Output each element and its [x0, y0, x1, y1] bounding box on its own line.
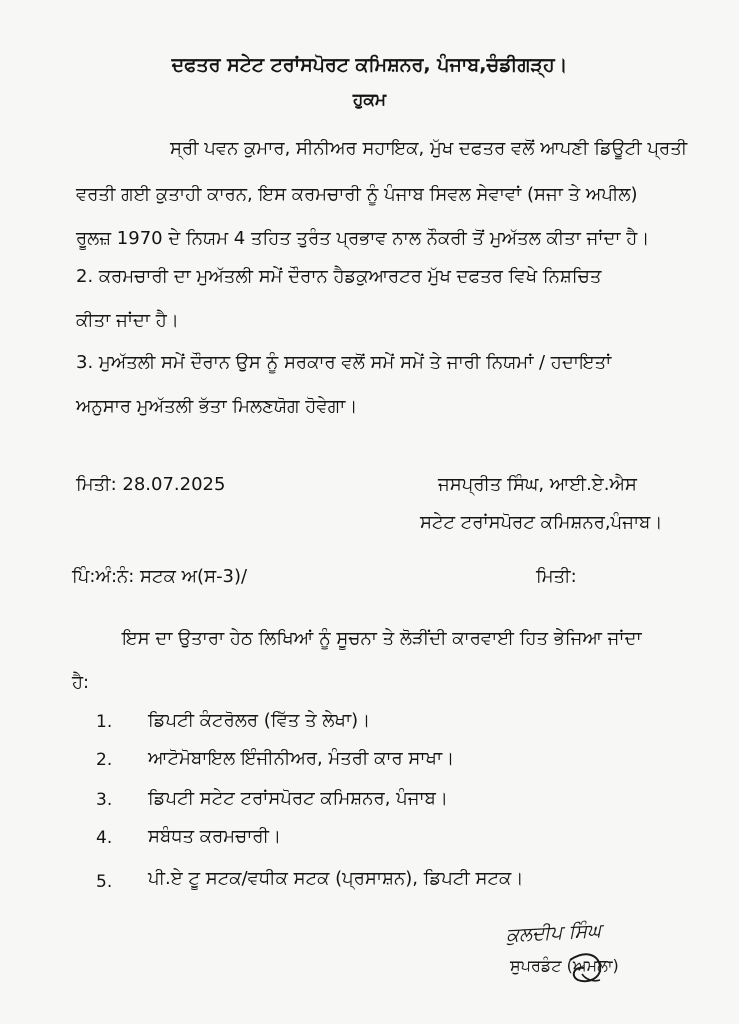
recipient-text: ਡਿਪਟੀ ਸਟੇਟ ਟਰਾਂਸਪੋਰਟ ਕਮਿਸ਼ਨਰ, ਪੰਜਾਬ। — [148, 788, 449, 809]
para3-line1: 3. ਮੁਅੱਤਲੀ ਸਮੇਂ ਦੌਰਾਨ ਉਸ ਨੂੰ ਸਰਕਾਰ ਵਲੋਂ ਸਮੇਂ ਸਮੇਂ ਤੇ ਜਾਰੀ ਨਿਯਮਾਂ / ਹਦਾਇਤਾਂ — [76, 352, 612, 373]
recipient-number: 4. — [96, 828, 113, 848]
para2-line1: 2. ਕਰਮਚਾਰੀ ਦਾ ਮੁਅੱਤਲੀ ਸਮੇਂ ਦੌਰਾਨ ਹੈਡਕੁਆਰਟਰ ਮੁੱਖ ਦਫਤਰ ਵਿਖੇ ਨਿਸ਼ਚਿਤ — [76, 266, 602, 287]
order-date: ਮਿਤੀ: 28.07.2025 — [76, 474, 226, 495]
recipient-text: ਡਿਪਟੀ ਕੰਟਰੋਲਰ (ਵਿੱਤ ਤੇ ਲੇਖਾ)। — [148, 710, 371, 731]
officer-designation: ਸਟੇਟ ਟਰਾਂਸਪੋਰਟ ਕਮਿਸ਼ਨਰ,ਪੰਜਾਬ। — [420, 512, 663, 533]
recipient-number: 1. — [96, 712, 113, 732]
recipient-text: ਪੀ.ਏ ਟੂ ਸਟਕ/ਵਧੀਕ ਸਟਕ (ਪ੍ਰਸਾਸ਼ਨ), ਡਿਪਟੀ ਸਟਕ। — [148, 868, 524, 889]
recipient-text: ਆਟੋਮੋਬਾਇਲ ਇੰਜੀਨੀਅਰ, ਮੰਤਰੀ ਕਾਰ ਸਾਖਾ। — [148, 748, 455, 769]
recipient-number: 2. — [96, 750, 113, 770]
para1-line1: ਸ੍ਰੀ ਪਵਨ ਕੁਮਾਰ, ਸੀਨੀਅਰ ਸਹਾਇਕ, ਮੁੱਖ ਦਫਤਰ ਵਲੋਂ ਆਪਣੀ ਡਿਊਟੀ ਪ੍ਰਤੀ — [170, 138, 688, 159]
recipient-number: 3. — [96, 790, 113, 810]
recipient-text: ਸਬੰਧਤ ਕਰਮਚਾਰੀ। — [148, 826, 282, 847]
para2-line2: ਕੀਤਾ ਜਾਂਦਾ ਹੈ। — [76, 310, 179, 331]
para3-line2: ਅਨੁਸਾਰ ਮੁਅੱਤਲੀ ਭੱਤਾ ਮਿਲਣਯੋਗ ਹੋਵੇਗਾ। — [76, 396, 358, 417]
endorsement-intro-line2: ਹੈ: — [72, 672, 90, 693]
office-title: ਦਫਤਰ ਸਟੇਟ ਟਰਾਂਸਪੋਰਟ ਕਮਿਸ਼ਨਰ, ਪੰਜਾਬ,ਚੰਡੀਗੜ੍ਹ। — [171, 54, 568, 76]
endorsement-date-label: ਮਿਤੀ: — [536, 566, 577, 587]
recipient-number: 5. — [96, 872, 113, 892]
superintendent-signature: ਕੁਲਦੀਪ ਸਿੰਘ — [505, 919, 602, 947]
endorsement-reference: ਪਿੰ:ਅੰ:ਨੰ: ਸਟਕ ਅ(ਸ-3)/ — [72, 566, 248, 587]
officer-name: ਜਸਪ੍ਰੀਤ ਸਿੰਘ, ਆਈ.ਏ.ਐਸ — [438, 474, 637, 495]
para1-line2: ਵਰਤੀ ਗਈ ਕੁਤਾਹੀ ਕਾਰਨ, ਇਸ ਕਰਮਚਾਰੀ ਨੂੰ ਪੰਜਾਬ ਸਿਵਲ ਸੇਵਾਵਾਂ (ਸਜਾ ਤੇ ਅਪੀਲ) — [76, 184, 638, 205]
endorsement-intro-line1: ਇਸ ਦਾ ਉਤਾਰਾ ਹੇਠ ਲਿਖਿਆਂ ਨੂੰ ਸੂਚਨਾ ਤੇ ਲੋੜੀਂਦੀ ਕਾਰਵਾਈ ਹਿਤ ਭੇਜਿਆ ਜਾਂਦਾ — [122, 628, 642, 649]
signature-flourish — [560, 940, 620, 990]
superintendent-designation: ਸੁਪਰਡੰਟ (ਅਮਲਾ) — [510, 956, 619, 975]
order-title: ਹੁਕਮ — [352, 90, 387, 110]
para1-line3: ਰੂਲਜ਼ 1970 ਦੇ ਨਿਯਮ 4 ਤਹਿਤ ਤੁਰੰਤ ਪ੍ਰਭਾਵ ਨਾਲ ਨੌਕਰੀ ਤੋਂ ਮੁਅੱਤਲ ਕੀਤਾ ਜਾਂਦਾ ਹੈ। — [76, 228, 650, 249]
